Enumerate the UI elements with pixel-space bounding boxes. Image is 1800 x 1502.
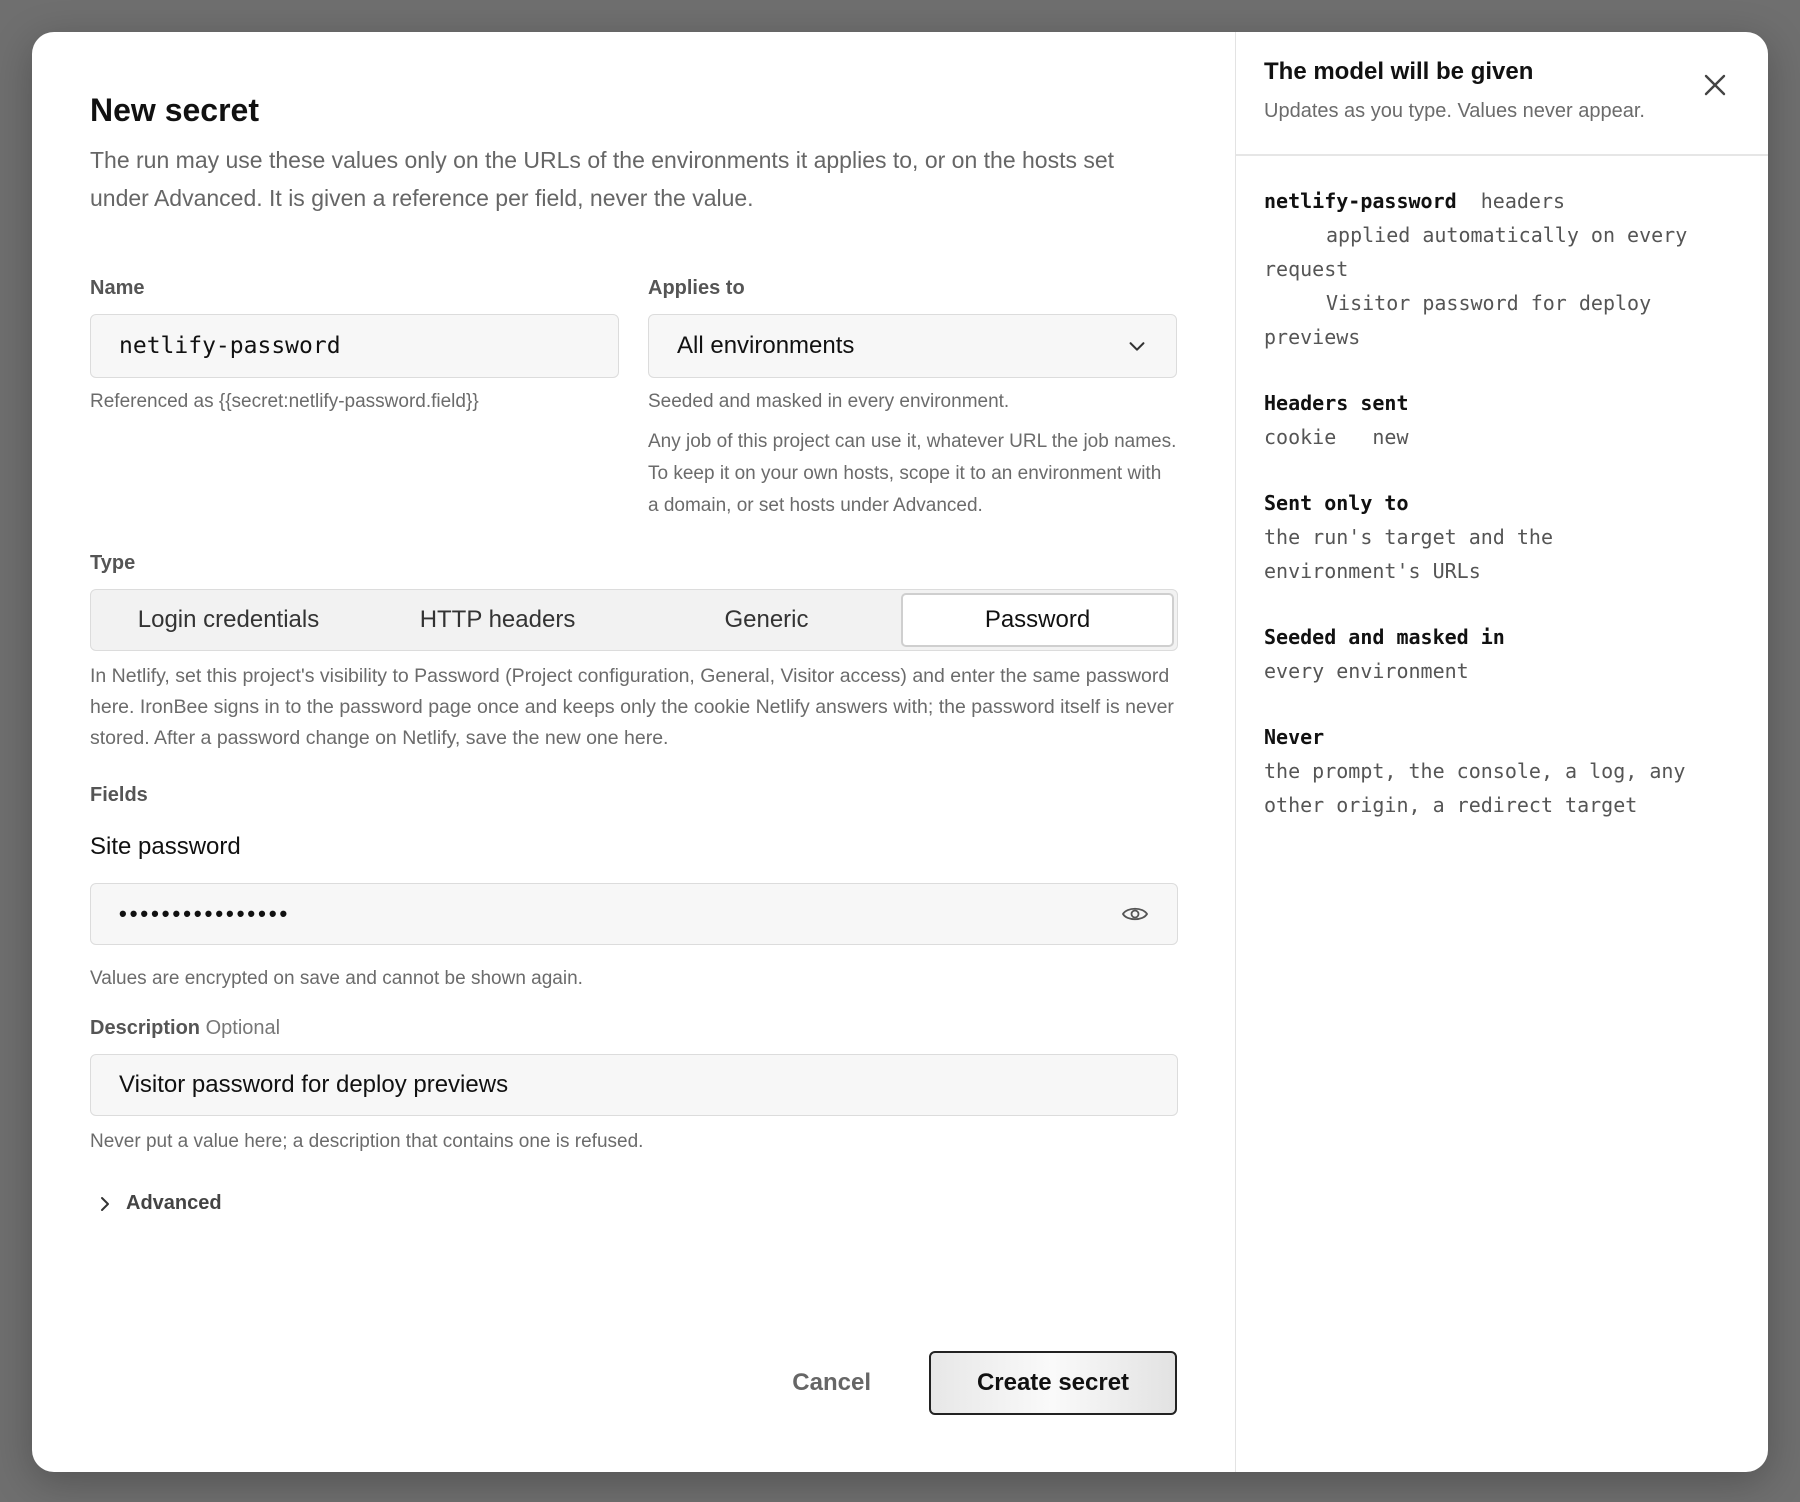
type-help: In Netlify, set this project's visibility to Password (Project configuration, General, Visitor access) and enter the same password here. IronBee signs in to the password page once and keeps only the cookie Netlify answers with; the password itself is never stored. After a password change on Netlify, save the new one here.	[90, 665, 1174, 749]
preview-header	[1236, 32, 1768, 156]
applies-column	[648, 277, 1177, 522]
eye-icon[interactable]	[1121, 904, 1149, 924]
preview-subtitle: Updates as you type. Values never appear.	[1264, 100, 1645, 122]
preview-never-value: the prompt, the console, a log, any other origin, a redirect target	[1264, 759, 1686, 817]
name-help: Referenced as {{secret:netlify-password.field}}	[90, 391, 479, 412]
description-input[interactable]: Visitor password for deploy previews	[90, 1054, 1178, 1116]
advanced-label: Advanced	[126, 1192, 222, 1214]
close-icon[interactable]	[1702, 72, 1728, 98]
description-label-text: Description	[90, 1017, 201, 1039]
preview-headers-title: Headers sent	[1264, 391, 1409, 415]
type-option-generic[interactable]: Generic	[724, 606, 809, 633]
preview-secret-kind: headers	[1480, 189, 1566, 213]
preview-sent-value: the run's target and the environment's URLs	[1264, 525, 1553, 583]
preview-body	[1236, 156, 1768, 822]
preview-never-block	[1264, 720, 1740, 822]
type-segmented-control	[90, 589, 1178, 651]
name-input[interactable]: netlify-password	[90, 314, 619, 378]
dialog-subtitle: The run may use these values only on the URLs of the environments it applies to, or on the hosts set under Advanced. It is given a reference per field, never the value.	[90, 147, 1115, 211]
preview-secret-block	[1264, 184, 1740, 354]
preview-header-state: new	[1372, 425, 1409, 449]
preview-sent-title: Sent only to	[1264, 491, 1409, 515]
form-panel	[32, 32, 1236, 1472]
chevron-right-icon	[98, 1195, 112, 1213]
preview-seeded-value: every environment	[1264, 659, 1469, 683]
site-password-label: Site password	[90, 833, 241, 860]
description-label	[90, 1017, 1178, 1040]
type-option-http-headers[interactable]: HTTP headers	[419, 606, 576, 633]
name-column	[90, 277, 619, 522]
applies-to-help: Seeded and masked in every environment.	[648, 391, 1010, 412]
create-secret-button[interactable]: Create secret	[929, 1351, 1177, 1415]
preview-header-name: cookie	[1264, 425, 1337, 449]
name-label: Name	[90, 277, 145, 299]
applies-to-value: All environments	[677, 332, 855, 359]
preview-title: The model will be given	[1264, 58, 1534, 85]
chevron-down-icon	[1126, 335, 1148, 357]
new-secret-dialog	[32, 32, 1768, 1472]
preview-panel	[1236, 32, 1768, 1472]
preview-secret-name: netlify-password	[1264, 189, 1457, 213]
applies-to-note: Any job of this project can use it, whatever URL the job names. To keep it on your own hosts, scope it to an environment with a domain, or set hosts under Advanced.	[648, 431, 1177, 516]
description-help: Never put a value here; a description that contains one is refused.	[90, 1131, 644, 1152]
preview-description-line: Visitor password for deploy previews	[1264, 291, 1652, 349]
dialog-title: New secret	[90, 92, 259, 128]
dialog-actions	[792, 1351, 1177, 1415]
fields-label: Fields	[90, 784, 148, 806]
preview-headers-block	[1264, 386, 1740, 454]
preview-sent-block	[1264, 486, 1740, 588]
description-optional: Optional	[205, 1017, 281, 1039]
name-applies-row	[90, 277, 1178, 522]
type-option-password[interactable]: Password	[901, 593, 1174, 647]
preview-seeded-block	[1264, 620, 1740, 688]
applies-to-label: Applies to	[648, 277, 745, 299]
site-password-mask: ••••••••••••••••	[119, 901, 291, 926]
type-option-login-credentials[interactable]: Login credentials	[137, 606, 320, 633]
preview-seeded-title: Seeded and masked in	[1264, 625, 1505, 649]
preview-applied-line: applied automatically on every request	[1264, 223, 1688, 281]
type-label: Type	[90, 552, 136, 574]
site-password-input[interactable]	[90, 883, 1178, 945]
fields-help: Values are encrypted on save and cannot be shown again.	[90, 968, 583, 989]
applies-to-select[interactable]	[648, 314, 1177, 378]
preview-never-title: Never	[1264, 725, 1325, 749]
cancel-button[interactable]: Cancel	[792, 1369, 871, 1396]
advanced-toggle[interactable]	[98, 1192, 1178, 1215]
